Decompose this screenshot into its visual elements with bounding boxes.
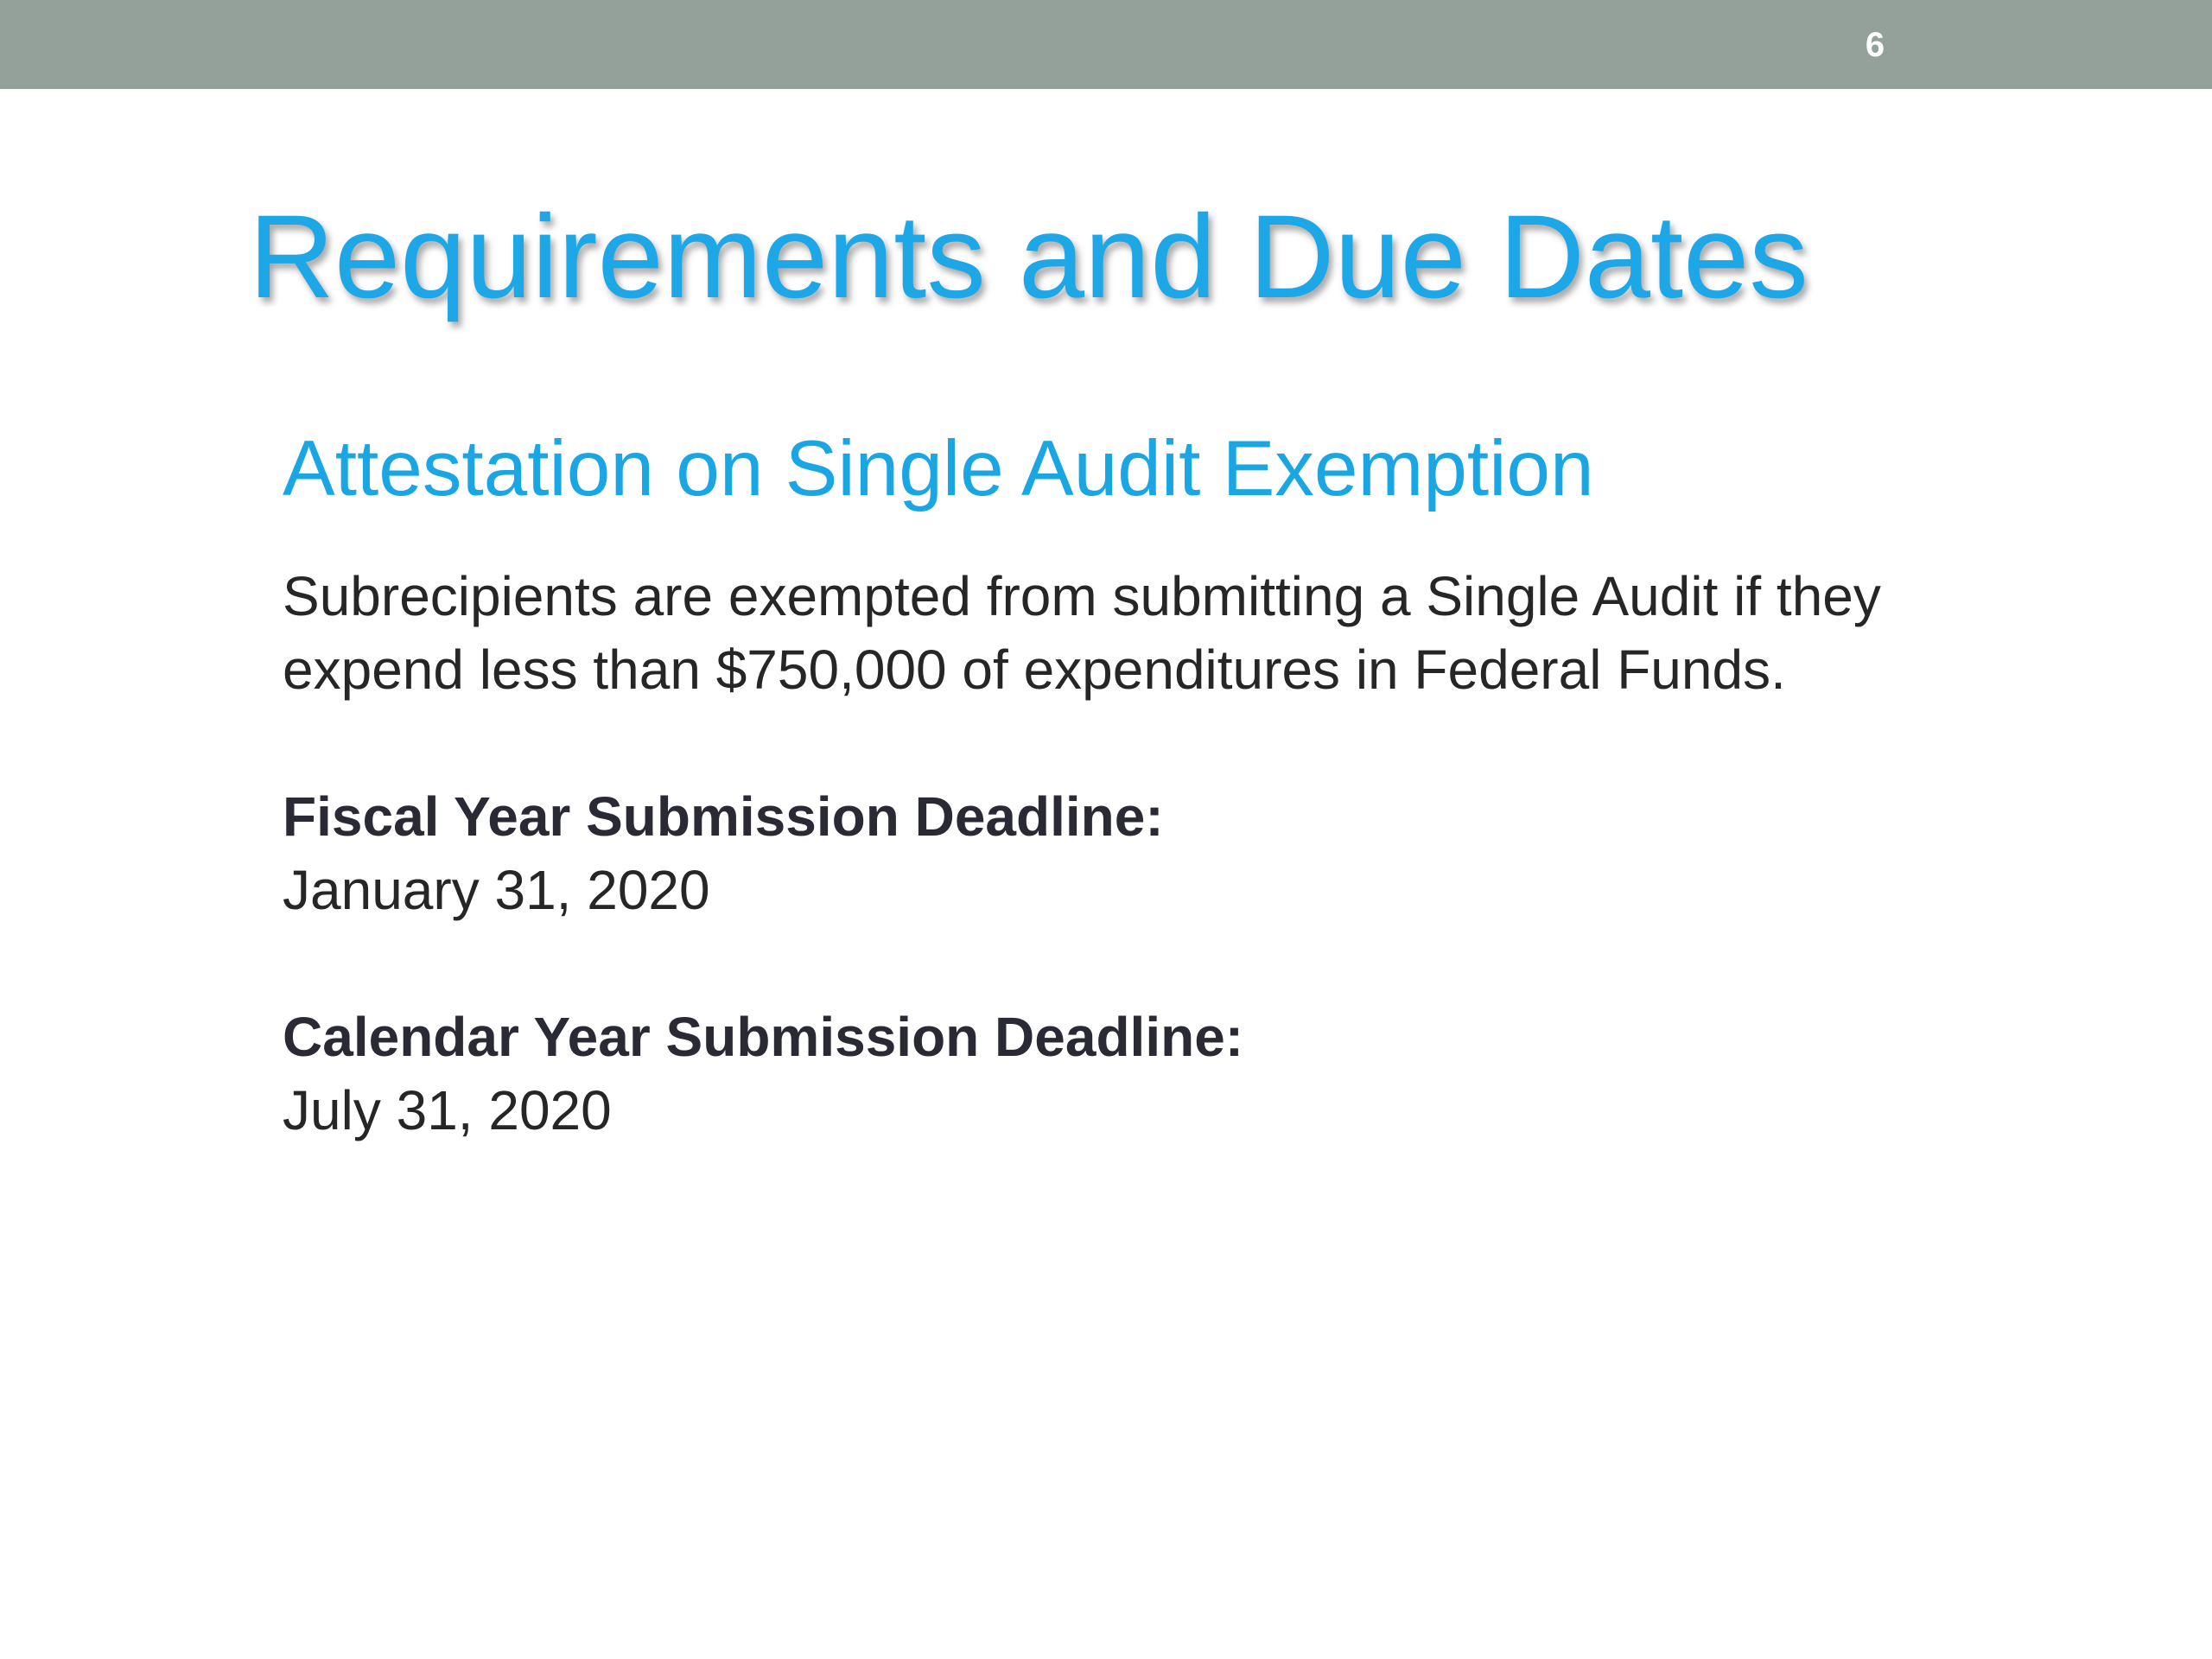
slide-title: Requirements and Due Dates: [249, 191, 1808, 323]
deadline-date: July 31, 2020: [283, 1079, 612, 1141]
fiscal-year-deadline: [283, 780, 1993, 927]
slide-subtitle: Attestation on Single Audit Exemption: [283, 425, 1594, 512]
header-band: [0, 0, 2212, 89]
calendar-year-deadline: [283, 1001, 1993, 1147]
exemption-description: Subrecipients are exempted from submitting a Single Audit if they expend less than $750,000 of expenditures in Federal Funds.: [283, 565, 1881, 701]
slide-number: 6: [1865, 26, 1885, 64]
deadline-label: Calendar Year Submission Deadline:: [283, 1006, 1244, 1068]
slide-content: [283, 422, 1993, 1147]
deadline-label: Fiscal Year Submission Deadline:: [283, 785, 1164, 848]
deadline-date: January 31, 2020: [283, 859, 710, 921]
